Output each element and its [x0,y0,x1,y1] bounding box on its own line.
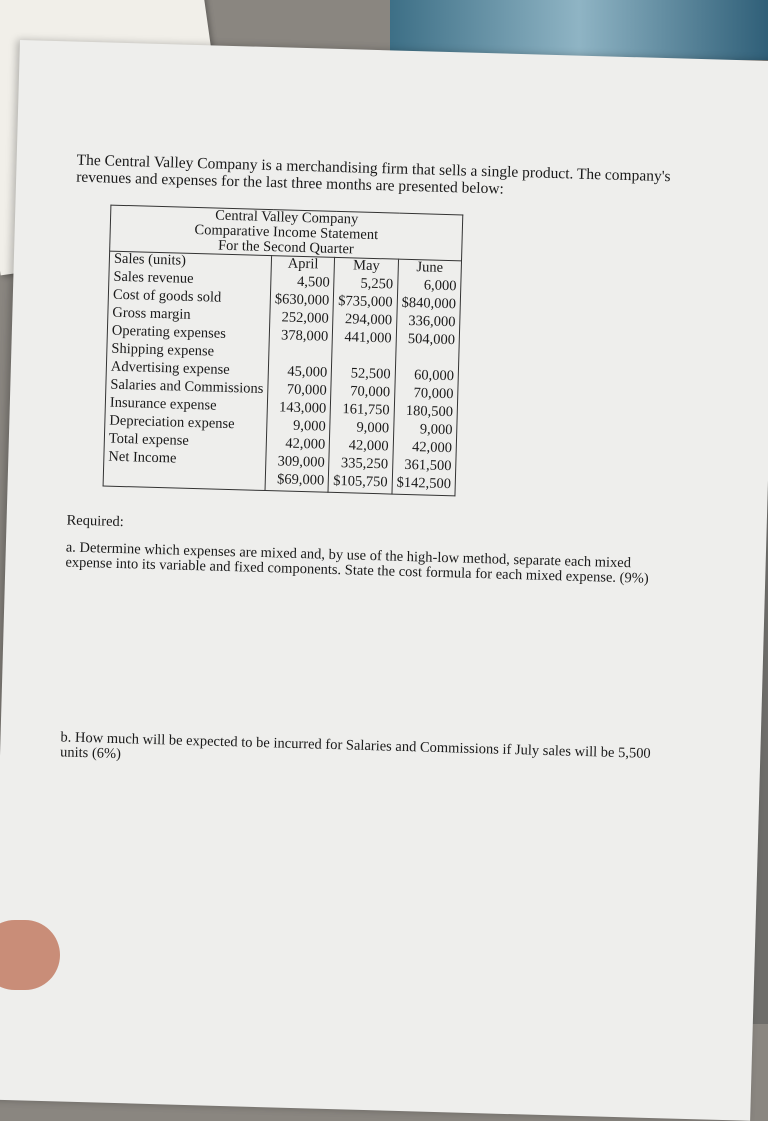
cell-value: 441,000 [344,329,392,347]
cell-value [400,350,455,370]
title-line: Comparative Income Statement [194,221,379,244]
row-label: Cost of goods sold [112,286,222,306]
row-label: Sales revenue [113,268,194,287]
cell-value: 361,500 [404,456,452,475]
row-label: Net Income [108,448,177,467]
row-label: Insurance expense [109,394,217,414]
cell-value: 252,000 [281,309,329,327]
document-content [60,152,677,778]
income-statement-table [103,205,464,497]
june-column [392,259,462,496]
cell-value: 42,000 [411,439,453,457]
month-header: May [352,257,380,275]
cell-value: 504,000 [407,330,456,349]
required-heading: Required: [66,512,124,531]
may-column [328,257,398,494]
row-label: Operating expenses [111,322,227,342]
cell-value: 9,000 [419,421,453,439]
cell-value: 52,500 [350,365,391,383]
title-line: Central Valley Company [214,207,359,228]
cell-value: 180,500 [405,402,454,421]
paper-sheet [0,40,768,1121]
cell-value [336,348,391,368]
cell-value: 70,000 [413,385,454,403]
question-a: a. Determine which expenses are mixed and, by use of the high-low method, separate each mixed expense into its variable and fixed components. State the cost formula for each mixed expense. (9%) [65,539,649,587]
cell-value: $142,500 [396,474,452,493]
cell-value: 309,000 [277,453,325,471]
row-label: Advertising expense [110,358,230,378]
cell-value: 70,000 [286,381,327,399]
cell-value: 5,250 [360,275,394,293]
cell-value: $840,000 [401,294,457,313]
cell-value: $69,000 [276,471,325,489]
cell-value: 4,500 [296,273,331,291]
row-label: Salaries and Commissions [110,376,264,397]
april-column [265,256,335,493]
cell-value: 42,000 [285,435,326,453]
cell-value: 294,000 [344,311,393,329]
cell-value: 336,000 [408,312,456,331]
row-label: Depreciation expense [109,412,235,433]
cell-value: $630,000 [274,291,330,309]
cell-value [273,346,328,366]
month-header: April [287,255,319,273]
question-b: b. How much will be expected to be incurred for Salaries and Commissions if July sales will be 5,500 units (6%) [59,729,651,763]
cell-value: 42,000 [348,437,389,455]
cell-value: 161,750 [342,401,390,419]
cell-value: 335,250 [340,455,389,473]
cell-value: 143,000 [278,399,327,417]
title-line: For the Second Quarter [217,237,354,258]
row-labels [103,251,272,490]
cell-value: 60,000 [413,367,455,385]
cell-value: $105,750 [333,472,388,491]
month-header: June [416,259,444,276]
cell-value: 9,000 [292,417,326,435]
cell-value: 378,000 [280,327,329,345]
cell-value: 70,000 [350,383,391,401]
cell-value: 45,000 [287,363,328,381]
row-label: Total expense [108,430,190,449]
row-label: Gross margin [112,304,191,323]
cell-value: 9,000 [356,419,390,437]
row-label: Sales (units) [113,250,187,269]
cell-value: 6,000 [423,277,457,295]
intro-text: The Central Valley Company is a merchandising firm that sells a single product. The company's revenues and expenses for the last three months are presented below: [75,151,671,198]
row-label: Shipping expense [111,340,215,360]
cell-value: $735,000 [338,292,393,311]
